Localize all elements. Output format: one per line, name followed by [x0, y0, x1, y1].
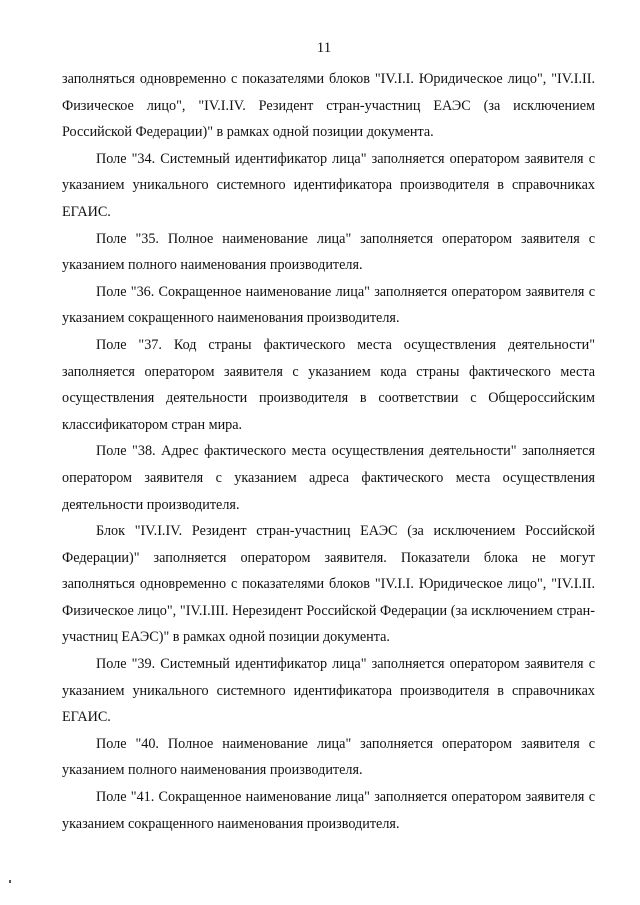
paragraph-block-iv-i-iv: Блок "IV.I.IV. Резидент стран-участниц ЕАЭС (за исключением Российской Федерации)" заполняется оператором заявителя. Показатели блока не могут заполняться одновременно с показателями блоков "IV.I.I. Юридическое лицо", "IV.I.II. Физическое лицо", "IV.I.III. Нерезидент Российской Федерации (за исключением стран-участниц ЕАЭС)" в рамках одной позиции документа. — [62, 523, 595, 646]
paragraph-field-34: Поле "34. Системный идентификатор лица" заполняется оператором заявителя с указанием уникального системного идентификатора производителя в справочниках ЕГАИС. — [62, 150, 595, 220]
document-body — [62, 66, 595, 837]
scan-artifact — [9, 880, 11, 883]
paragraph-field-41: Поле "41. Сокращенное наименование лица" заполняется оператором заявителя с указанием сокращенного наименования производителя. — [62, 789, 595, 832]
paragraph-field-38: Поле "38. Адрес фактического места осуществления деятельности" заполняется оператором заявителя с указанием адреса фактического места осуществления деятельности производителя. — [62, 443, 595, 513]
paragraph-continuation: заполняться одновременно с показателями блоков "IV.I.I. Юридическое лицо", "IV.I.II. Физическое лицо", "IV.I.IV. Резидент стран-участниц ЕАЭС (за исключением Российской Федерации)" в рамках одной позиции документа. — [62, 71, 595, 141]
paragraph-field-36: Поле "36. Сокращенное наименование лица" заполняется оператором заявителя с указанием сокращенного наименования производителя. — [62, 283, 595, 327]
paragraph-field-37: Поле "37. Код страны фактического места осуществления деятельности" заполняется оператором заявителя с указанием кода страны фактического места осуществления деятельности производителя в соответствии с Общероссийским классификатором стран мира. — [62, 336, 595, 433]
paragraph-field-40: Поле "40. Полное наименование лица" заполняется оператором заявителя с указанием полного наименования производителя. — [62, 735, 595, 779]
page-number: 11 — [316, 40, 332, 56]
paragraph-field-39: Поле "39. Системный идентификатор лица" заполняется оператором заявителя с указанием уникального системного идентификатора производителя в справочниках ЕГАИС. — [62, 656, 595, 726]
paragraph-field-35: Поле "35. Полное наименование лица" заполняется оператором заявителя с указанием полного наименования производителя. — [62, 230, 595, 274]
